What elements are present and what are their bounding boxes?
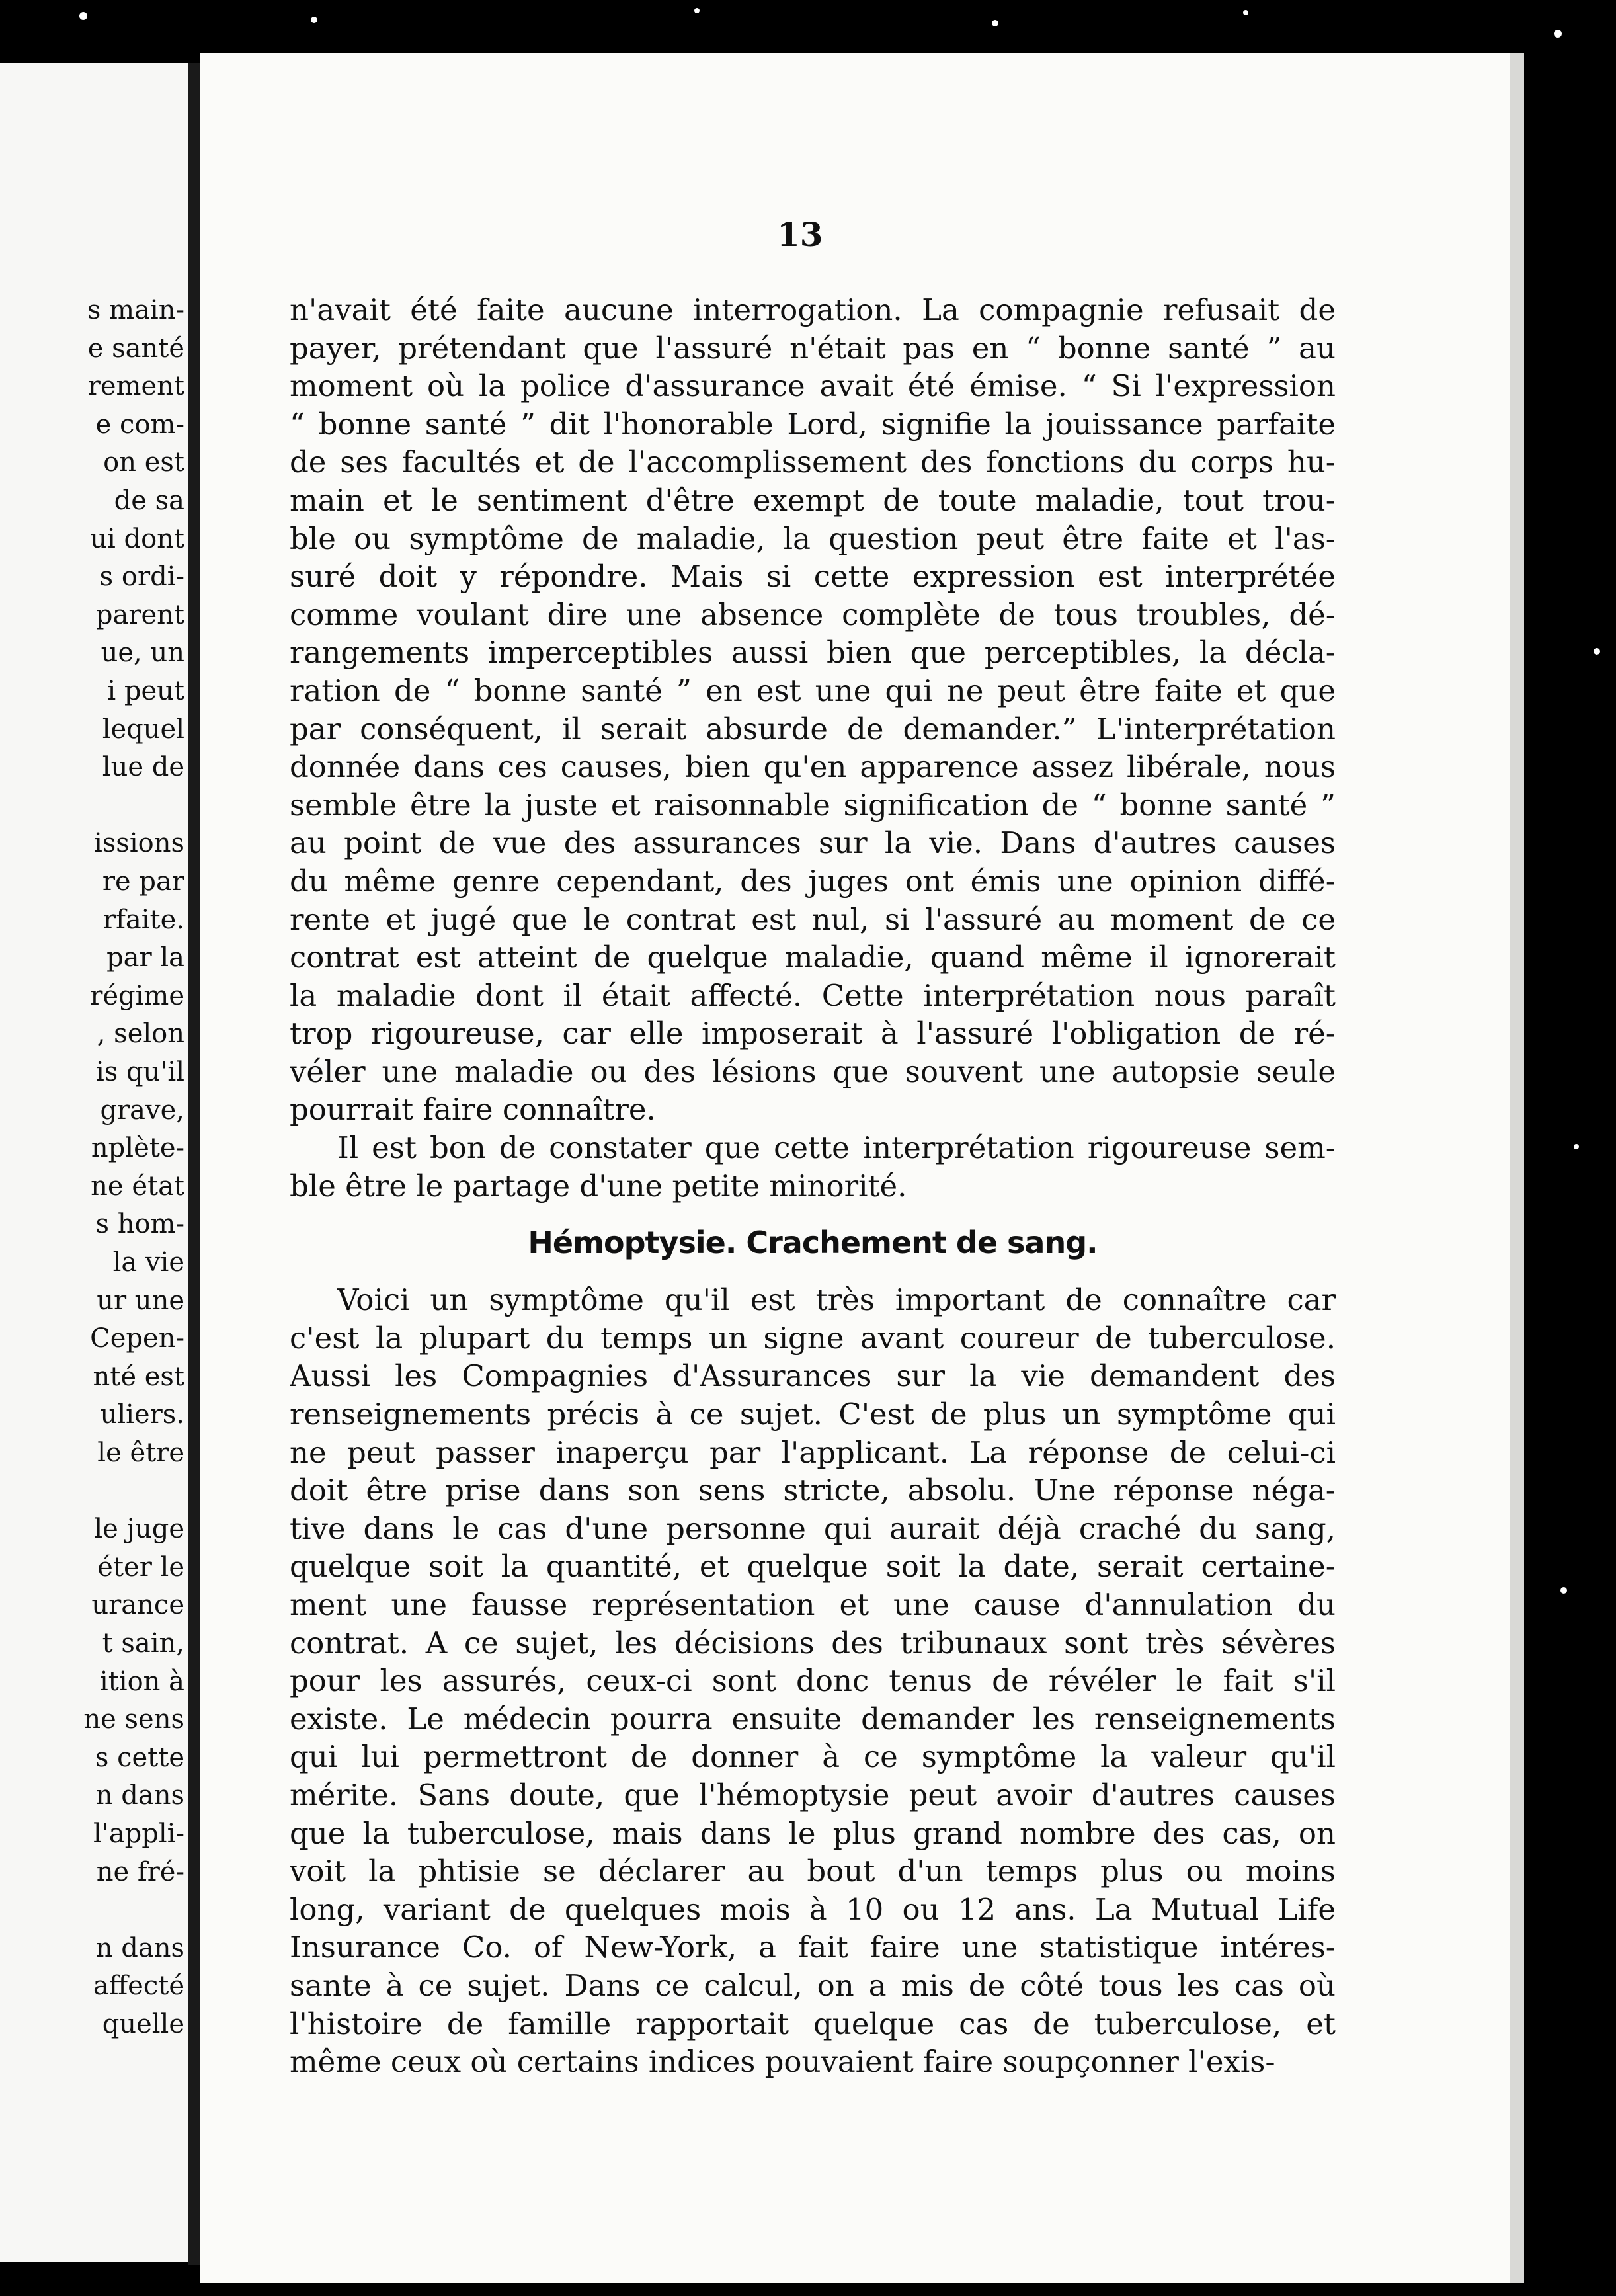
scan-speck — [992, 20, 998, 26]
previous-page-line-fragment: ne sens — [83, 1704, 184, 1735]
paragraph-minority-note — [290, 1129, 1336, 1205]
previous-page-line-fragment: la vie — [112, 1247, 184, 1278]
text-line: au point de vue des assurances sur la vie. Dans d'autres causes — [290, 825, 1336, 861]
text-line: trop rigoureuse, car elle imposerait à l'assuré l'obligation de ré- — [290, 1016, 1336, 1051]
scan-speck — [694, 8, 700, 13]
paragraph-continued — [290, 291, 1336, 1129]
previous-page-line-fragment: grave, — [100, 1094, 184, 1126]
previous-page-line-fragment: le juge — [94, 1514, 184, 1545]
text-line: par conséquent, il serait absurde de demander.” L'interprétation — [290, 711, 1336, 747]
previous-page-line-fragment: urance — [91, 1590, 184, 1621]
text-line: ble ou symptôme de maladie, la question peut être faite et l'as- — [290, 520, 1336, 556]
text-line: donnée dans ces causes, bien qu'en apparence assez libérale, nous — [290, 749, 1336, 785]
text-line: sante à ce sujet. Dans ce calcul, on a mis de côté tous les cas où — [290, 1967, 1336, 2003]
text-line: suré doit y répondre. Mais si cette expression est interprétée — [290, 559, 1336, 594]
text-line: même ceux où certains indices pouvaient faire soupçonner l'exis- — [290, 2044, 1275, 2080]
text-line: rente et jugé que le contrat est nul, si l'assuré au moment de ce — [290, 901, 1336, 937]
previous-page-line-fragment: ne fré- — [96, 1856, 184, 1887]
previous-page-line-fragment: t sain, — [102, 1628, 184, 1659]
previous-page-line-fragment: Cepen- — [90, 1323, 184, 1354]
previous-page-line-fragment: on est — [103, 447, 184, 478]
text-line: l'histoire de famille rapportait quelque cas de tuberculose, et — [290, 2006, 1336, 2041]
previous-page-line-fragment: is qu'il — [96, 1057, 184, 1087]
previous-page-line-fragment: par la — [106, 942, 184, 973]
previous-page-line-fragment: n dans — [95, 1932, 184, 1963]
scan-speck — [1243, 10, 1248, 15]
previous-page-line-fragment: i peut — [107, 676, 184, 706]
text-line: véler une maladie ou des lésions que souvent une autopsie seule — [290, 1053, 1336, 1089]
previous-page-line-fragment: issions — [93, 828, 184, 859]
text-line: contrat. A ce sujet, les décisions des tribunaux sont très sévères — [290, 1625, 1336, 1660]
page-number: 13 — [777, 215, 823, 254]
text-line: ble être le partage d'une petite minorité. — [290, 1168, 907, 1204]
previous-page-line-fragment: e santé — [87, 333, 184, 364]
text-line: du même genre cependant, des juges ont émis une opinion diffé- — [290, 863, 1336, 899]
previous-page-line-fragment: de sa — [114, 485, 184, 516]
previous-page-line-fragment: quelle — [102, 2009, 184, 2039]
text-line: “ bonne santé ” dit l'honorable Lord, signifie la jouissance parfaite — [290, 406, 1336, 442]
previous-page-line-fragment: s ordi- — [99, 561, 184, 593]
previous-page-line-fragment: ui dont — [90, 523, 184, 554]
text-line: doit être prise dans son sens stricte, absolu. Une réponse néga- — [290, 1473, 1336, 1508]
previous-page-line-fragment: rement — [87, 371, 184, 402]
text-line: Insurance Co. of New-York, a fait faire une statistique intéres- — [290, 1930, 1336, 1965]
text-line: c'est la plupart du temps un signe avant coureur de tuberculose. — [290, 1320, 1336, 1356]
text-line: qui lui permettront de donner à ce symptôme la valeur qu'il — [290, 1739, 1336, 1775]
text-line: n'avait été faite aucune interrogation. La compagnie refusait de — [290, 292, 1336, 327]
previous-page-line-fragment: rfaite. — [102, 904, 184, 935]
scan-speck — [1574, 1144, 1579, 1149]
text-line: voit la phtisie se déclarer au bout d'un temps plus ou moins — [290, 1854, 1336, 1889]
scan-speck — [1560, 1587, 1567, 1594]
previous-page-line-fragment: s cette — [95, 1742, 184, 1773]
text-line: main et le sentiment d'être exempt de toute maladie, tout trou- — [290, 482, 1336, 518]
text-line: ration de “ bonne santé ” en est une qui ne peut être faite et que — [290, 673, 1336, 708]
section-heading: Hémoptysie. Crachement de sang. — [528, 1225, 1098, 1261]
scan-speck — [1594, 648, 1600, 655]
text-line: existe. Le médecin pourra ensuite demander les renseignements — [290, 1701, 1336, 1737]
previous-page-line-fragment: régime — [90, 980, 184, 1011]
previous-page-line-fragment: s hom- — [95, 1209, 184, 1240]
text-line: long, variant de quelques mois à 10 ou 12 ans. La Mutual Life — [290, 1891, 1336, 1927]
previous-page-line-fragment: e com- — [95, 409, 184, 440]
scan-speck — [311, 17, 317, 23]
text-line: semble être la juste et raisonnable signification de “ bonne santé ” — [290, 787, 1336, 823]
text-line: moment où la police d'assurance avait été émise. “ Si l'expression — [290, 368, 1336, 404]
text-line: la maladie dont il était affecté. Cette interprétation nous paraît — [290, 977, 1336, 1013]
text-line: tive dans le cas d'une personne qui aurait déjà craché du sang, — [290, 1510, 1336, 1546]
text-line: ment une fausse représentation et une cause d'annulation du — [290, 1587, 1336, 1622]
previous-page-line-fragment: n dans — [95, 1780, 184, 1811]
scan-speck — [79, 12, 87, 20]
previous-page-line-fragment: , selon — [97, 1018, 184, 1049]
previous-page-line-fragment: re par — [102, 866, 184, 897]
previous-page-line-fragment: l'appli- — [93, 1819, 184, 1849]
paragraph-hemoptysis — [290, 1281, 1336, 2080]
previous-page-line-fragment: affecté — [93, 1971, 184, 2002]
text-line: payer, prétendant que l'assuré n'était pas en “ bonne santé ” au — [290, 330, 1336, 366]
previous-page-line-fragment: uliers. — [100, 1399, 184, 1430]
book-gutter — [188, 63, 200, 2265]
text-line: contrat est atteint de quelque maladie, quand même il ignorerait — [290, 940, 1336, 975]
previous-page-line-fragment: ur une — [97, 1285, 184, 1316]
text-line: Aussi les Compagnies d'Assurances sur la vie demandent des — [290, 1358, 1336, 1394]
page-edge — [1510, 53, 1524, 2283]
text-line: que la tuberculose, mais dans le plus grand nombre des cas, on — [290, 1815, 1336, 1851]
previous-page-line-fragment: éter le — [97, 1551, 184, 1582]
text-line: mérite. Sans doute, que l'hémoptysie peut avoir d'autres causes — [290, 1777, 1336, 1813]
previous-page-line-fragment: parent — [95, 599, 184, 630]
text-line: pourrait faire connaître. — [290, 1092, 656, 1128]
previous-page-line-fragment: lequel — [102, 714, 184, 745]
previous-page-line-fragment: ue, un — [101, 637, 184, 669]
previous-page-line-fragment: nplète- — [91, 1133, 184, 1164]
text-line: de ses facultés et de l'accomplissement des fonctions du corps hu- — [290, 444, 1336, 480]
previous-page-line-fragment: nté est — [93, 1361, 184, 1392]
text-line: quelque soit la quantité, et quelque soit la date, serait certaine- — [290, 1549, 1336, 1584]
previous-page-line-fragment: le être — [97, 1438, 184, 1468]
text-line: Voici un symptôme qu'il est très important de connaître car — [337, 1282, 1336, 1318]
text-line: rangements imperceptibles aussi bien que perceptibles, la décla- — [290, 635, 1336, 671]
previous-page-line-fragment: ition à — [99, 1666, 184, 1697]
scan-speck — [1554, 30, 1562, 38]
previous-page-line-fragment: lue de — [102, 752, 184, 783]
text-line: ne peut passer inaperçu par l'applicant. La réponse de celui-ci — [290, 1434, 1336, 1470]
previous-page-line-fragment: ne état — [91, 1170, 184, 1202]
text-line: comme voulant dire une absence complète de tous troubles, dé- — [290, 596, 1336, 632]
page-body — [290, 291, 1336, 2081]
text-line: Il est bon de constater que cette interprétation rigoureuse sem- — [337, 1130, 1336, 1166]
text-line: renseignements précis à ce sujet. C'est de plus un symptôme qui — [290, 1397, 1336, 1432]
previous-page-line-fragment: s main- — [87, 295, 184, 325]
previous-page — [0, 63, 192, 2262]
text-line: pour les assurés, ceux-ci sont donc tenus de révéler le fait s'il — [290, 1663, 1336, 1699]
